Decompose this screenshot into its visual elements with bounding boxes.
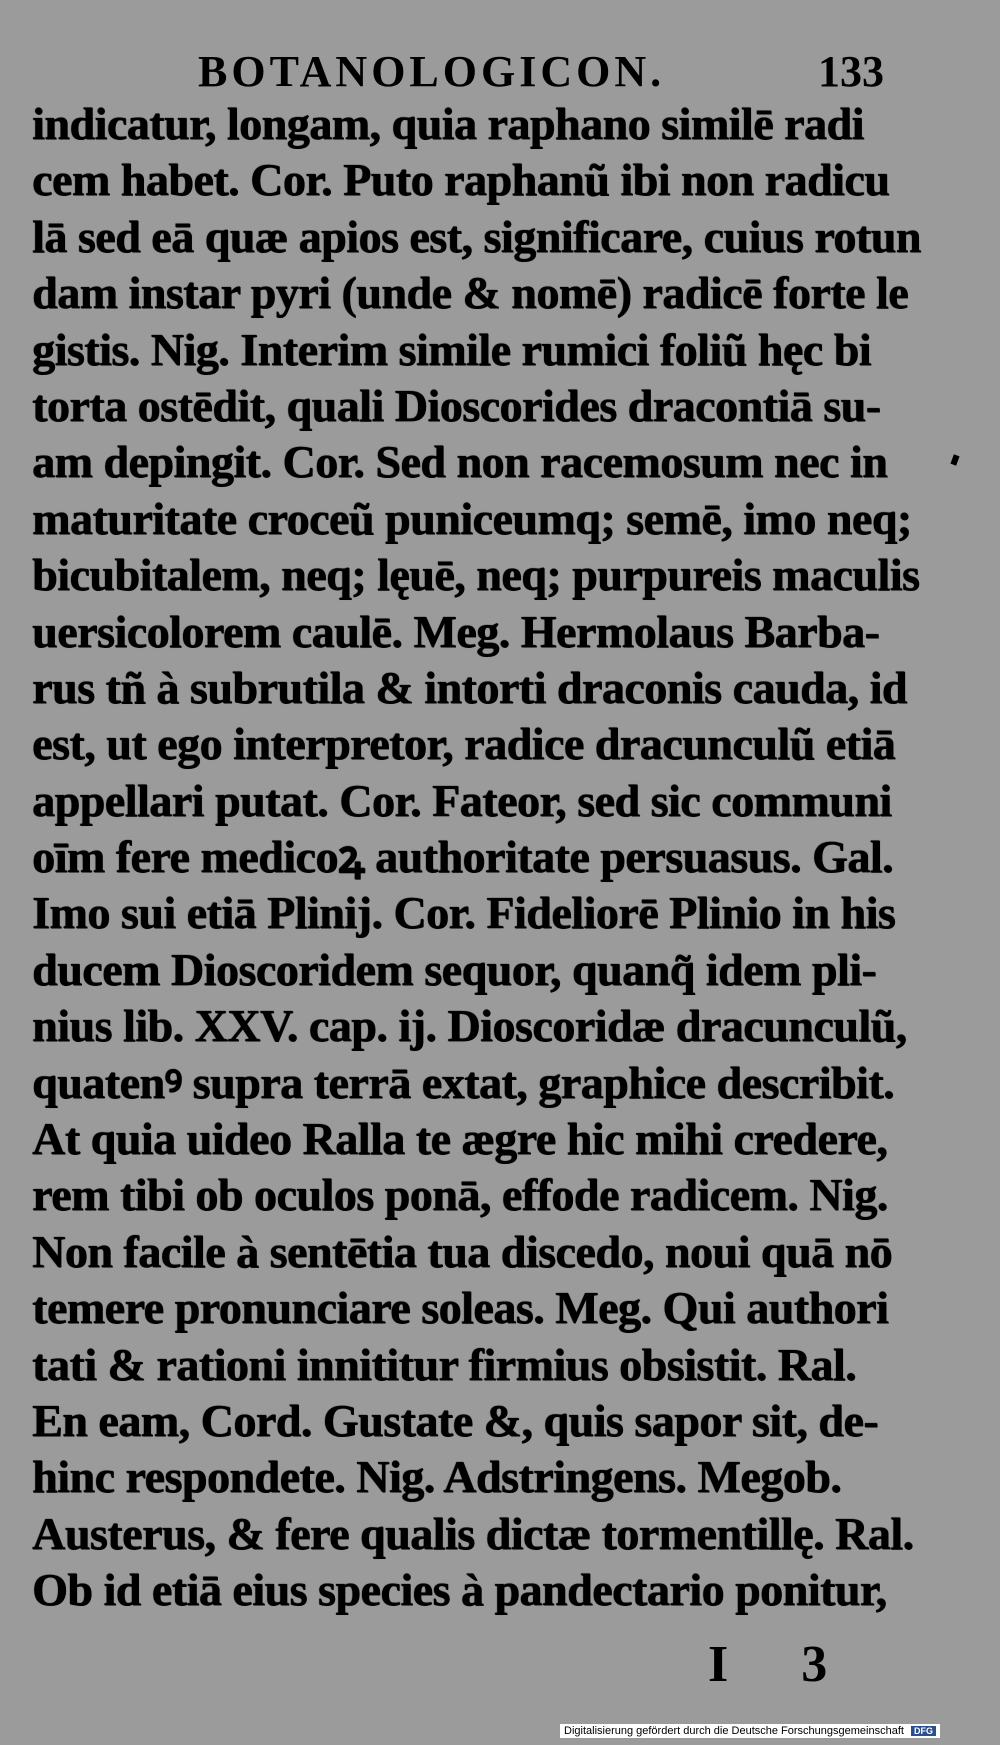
text-line: gistis. Nig. Interim simile rumici foliũ hęc bi [32,323,871,375]
text-line: indicatur, longam, quia raphano similē radi [32,98,864,149]
text-line: bicubitalem, neq; lęuē, neq; purpureis maculis [32,549,920,601]
text-line: Austerus, & fere qualis dictæ tormentillę. Ral. [32,1507,914,1559]
text-line: Ob id etiā eius species à pandectario ponitur, [32,1564,887,1616]
text-line: torta ostēdit, quali Dioscorides dracontiā su- [32,379,881,431]
page-header [0,28,1000,98]
text-line: am depingit. Cor. Sed non racemosum nec in [32,436,888,488]
credit-text: Digitalisierung gefördert durch die Deutsche Forschungsgemeinschaft [564,1725,904,1737]
body-text [32,96,952,1619]
running-title: BOTANOLOGICON. [198,47,666,96]
text-line: Non facile à sentētia tua discedo, noui quā nō [32,1225,893,1277]
text-line: rus tñ à subrutila & intorti draconis cauda, id [32,661,907,713]
text-line: oīm fere medicoꝝ authoritate persuasus. Gal. [32,831,894,883]
dfg-logo: DFG [911,1726,936,1736]
text-line: tati & rationi innititur firmius obsistit. Ral. [32,1338,857,1390]
text-line: uersicolorem caulē. Meg. Hermolaus Barba- [32,605,880,657]
text-line: rem tibi ob oculos ponā, effode radicem. Nig. [32,1169,888,1221]
text-line: lā sed eā quæ apios est, significare, cuius rotun [32,210,921,262]
text-line: maturitate croceũ puniceumq; semē, imo neq; [32,492,912,544]
digitization-credit [560,1724,940,1738]
text-line: dam instar pyri (unde & nomē) radicē forte le [32,267,909,319]
text-line: En eam, Cord. Gustate &, quis sapor sit, de- [32,1394,879,1446]
text-line: Imo sui etiā Plinij. Cor. Fideliorē Plinio in his [32,887,896,939]
text-line: temere pronunciare soleas. Meg. Qui authori [32,1282,889,1334]
text-line: est, ut ego interpretor, radice dracunculũ etiā [32,718,896,770]
text-line: At quia uideo Ralla te ægre hic mihi credere, [32,1113,888,1165]
text-line: quatenꝰ supra terrā extat, graphice describit. [32,1056,895,1108]
text-line: ducem Dioscoridem sequor, quanq̃ idem pli- [32,943,877,995]
text-line: nius lib. XXV. cap. ij. Dioscoridæ dracunculũ, [32,1000,907,1052]
page-number: 133 [818,47,884,96]
text-line: hinc respondete. Nig. Adstringens. Megob. [32,1451,842,1503]
text-line: cem habet. Cor. Puto raphanũ ibi non radicu [32,154,890,206]
signature-mark: I 3 [708,1636,858,1693]
text-line: appellari putat. Cor. Fateor, sed sic communi [32,774,892,826]
